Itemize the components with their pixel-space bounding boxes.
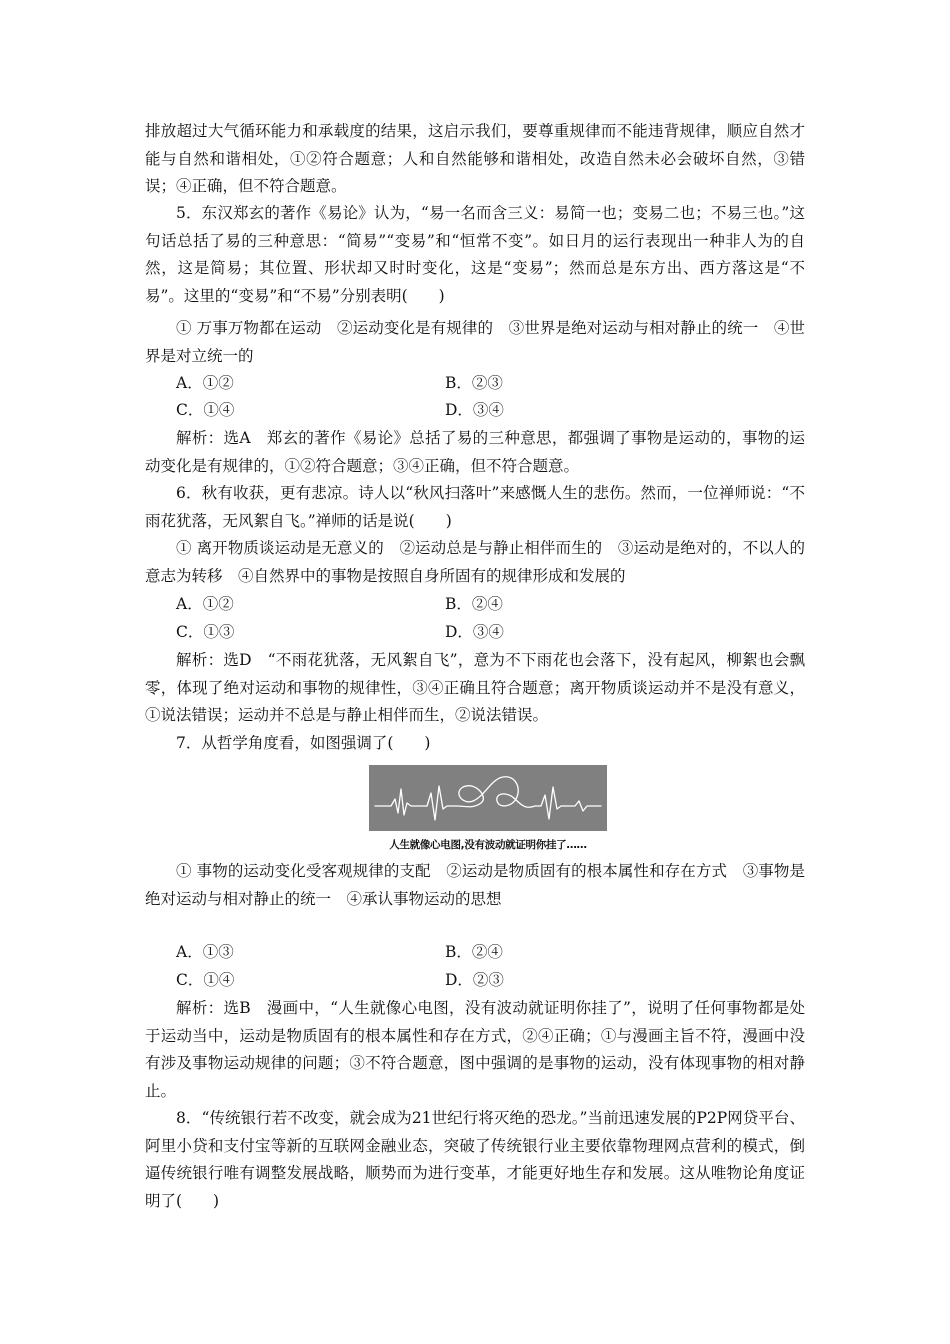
- q6-option-c: C．①③: [176, 623, 235, 641]
- question-6-statements: ① 离开物质谈运动是无意义的 ②运动总是与静止相伴而生的 ③运动是绝对的，不以人的意志为转移 ④自然界中的事物是按照自身所固有的规律形成和发展的: [145, 539, 805, 585]
- q7-option-d: D．②③: [445, 971, 504, 989]
- ecg-heart-image: [369, 765, 607, 831]
- q5-option-c: C．①④: [176, 401, 235, 419]
- q5-option-b: B．②③: [445, 374, 503, 392]
- question-5-stem: 5．东汉郑玄的著作《易论》认为，“易一名而含三义：易简一也；变易二也；不易三也。”这句话总括了易的三种意思：“简易”“变易”和“恒常不变”。如日月的运行表现出一种非人为的自然，这是简易；其位置、形状却又时时变化，这是“变易”；然而总是东方出、西方落这是“不易”。这里的“变易”和“不易”分别表明( ): [145, 204, 805, 305]
- q6-option-a: A．①②: [176, 595, 234, 613]
- q7-option-a: A．①③: [176, 943, 234, 961]
- ecg-background: [369, 765, 607, 831]
- prev-explanation-continued: 排放超过大气循环能力和承载度的结果，这启示我们，要尊重规律而不能违背规律，顺应自然才能与自然和谐相处，①②符合题意；人和自然能够和谐相处，改造自然未必会破坏自然，③错误；④正确，但不符合题意。: [145, 122, 805, 195]
- question-6-explanation: 解析：选D “不雨花犹落，无风絮自飞”，意为不下雨花也会落下，没有起风，柳絮也会飘零，体现了绝对运动和事物的规律性，③④正确且符合题意；离开物质谈运动并不是没有意义，①说法错误；运动并不总是与静止相伴而生，②说法错误。: [145, 651, 805, 724]
- question-7-stem: 7．从哲学角度看，如图强调了( ): [176, 734, 431, 752]
- q6-option-d: D．③④: [445, 623, 504, 641]
- question-8-stem: 8．“传统银行若不改变，就会成为21世纪行将灭绝的恐龙。”当前迅速发展的P2P网贷平台、阿里小贷和支付宝等新的互联网金融业态，突破了传统银行业主要依靠物理网点营利的模式，倒逼传统银行唯有调整发展战略，顺势而为进行变革，才能更好地生存和发展。这从唯物论角度证明了( ): [145, 1109, 805, 1210]
- question-7-statements: ① 事物的运动变化受客观规律的支配 ②运动是物质固有的根本属性和存在方式 ③事物是绝对运动与相对静止的统一 ④承认事物运动的思想: [145, 862, 805, 908]
- question-6-stem: 6．秋有收获，更有悲凉。诗人以“秋风扫落叶”来感慨人生的悲伤。然而，一位禅师说：“不雨花犹落，无风絮自飞。”禅师的话是说( ): [145, 484, 805, 530]
- figure-caption: 人生就像心电图,没有波动就证明你挂了……: [389, 839, 587, 851]
- q5-option-a: A．①②: [176, 374, 234, 392]
- ecg-heart-cartoon-figure: [369, 765, 607, 852]
- q5-option-d: D．③④: [445, 401, 504, 419]
- q6-option-b: B．②④: [445, 595, 503, 613]
- question-5-explanation: 解析：选A 郑玄的著作《易论》总括了易的三种意思，都强调了事物是运动的，事物的运动变化是有规律的，①②符合题意；③④正确，但不符合题意。: [145, 429, 805, 475]
- q7-option-b: B．②④: [445, 943, 503, 961]
- question-5-statements: ① 万事万物都在运动 ②运动变化是有规律的 ③世界是绝对运动与相对静止的统一 ④世界是对立统一的: [145, 319, 805, 365]
- question-7-explanation: 解析：选B 漫画中，“人生就像心电图，没有波动就证明你挂了”，说明了任何事物都是处于运动当中，运动是物质固有的根本属性和存在方式，②④正确；①与漫画主旨不符，漫画中没有涉及事物运动规律的问题；③不符合题意，图中强调的是事物的运动，没有体现事物的相对静止。: [145, 999, 805, 1100]
- q7-option-c: C．①④: [176, 971, 235, 989]
